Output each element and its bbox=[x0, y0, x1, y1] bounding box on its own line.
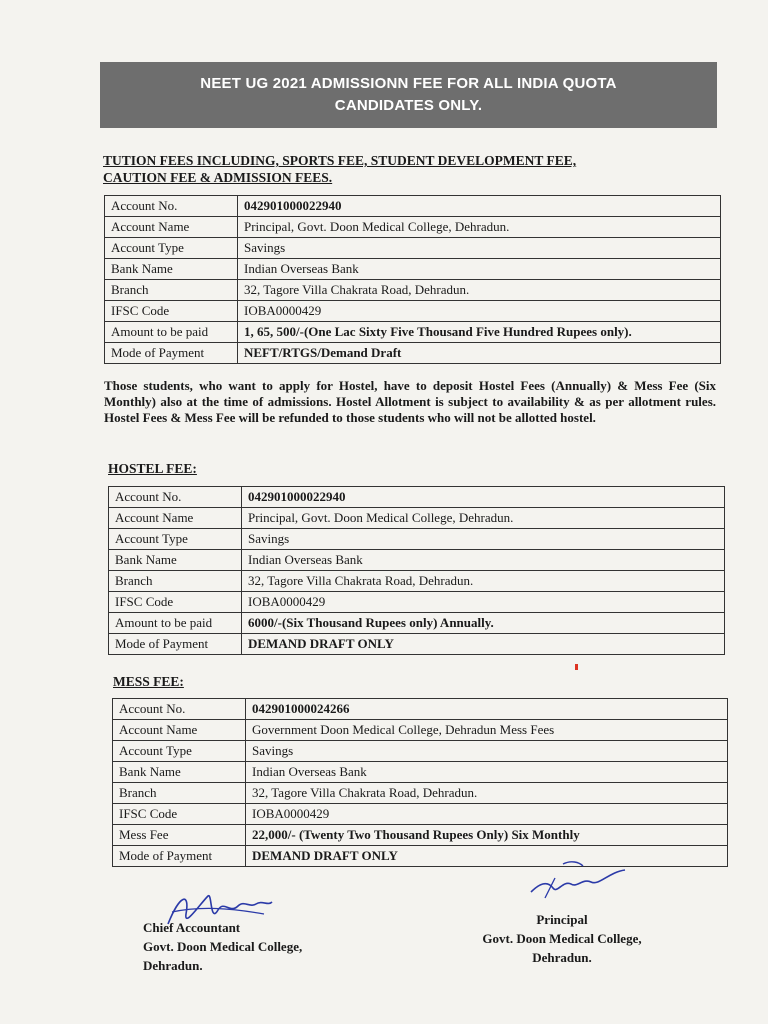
row-label: Amount to be paid bbox=[105, 322, 238, 343]
table-row bbox=[113, 783, 728, 804]
banner-line-2: CANDIDATES ONLY. bbox=[334, 97, 483, 114]
table-row bbox=[109, 634, 725, 655]
row-label: Amount to be paid bbox=[109, 613, 242, 634]
row-label: Account No. bbox=[105, 196, 238, 217]
mess-fee-table bbox=[112, 698, 728, 867]
table-row bbox=[105, 217, 721, 238]
table-row bbox=[109, 592, 725, 613]
row-label: Mode of Payment bbox=[113, 846, 246, 867]
table-row bbox=[113, 762, 728, 783]
row-value: Savings bbox=[238, 238, 721, 259]
row-label: Mode of Payment bbox=[109, 634, 242, 655]
principal-signature bbox=[525, 858, 635, 908]
table-row bbox=[105, 196, 721, 217]
hostel-fee-table bbox=[108, 486, 725, 655]
table-row bbox=[105, 280, 721, 301]
row-label: Account Name bbox=[105, 217, 238, 238]
row-label: Account Type bbox=[109, 529, 242, 550]
table-row bbox=[113, 804, 728, 825]
table-row bbox=[109, 529, 725, 550]
table-row bbox=[113, 825, 728, 846]
principal-college: Govt. Doon Medical College, bbox=[482, 931, 642, 946]
title-banner bbox=[100, 62, 717, 128]
principal-city: Dehradun. bbox=[532, 950, 592, 965]
row-value: Principal, Govt. Doon Medical College, Dehradun. bbox=[238, 217, 721, 238]
row-value: Savings bbox=[242, 529, 725, 550]
row-value: 042901000022940 bbox=[242, 487, 725, 508]
row-value: Indian Overseas Bank bbox=[246, 762, 728, 783]
table-row bbox=[113, 720, 728, 741]
row-label: Branch bbox=[105, 280, 238, 301]
table-row bbox=[105, 343, 721, 364]
row-value: 32, Tagore Villa Chakrata Road, Dehradun. bbox=[246, 783, 728, 804]
row-value: Principal, Govt. Doon Medical College, Dehradun. bbox=[242, 508, 725, 529]
row-value: 32, Tagore Villa Chakrata Road, Dehradun. bbox=[242, 571, 725, 592]
table-row bbox=[109, 508, 725, 529]
row-label: Mess Fee bbox=[113, 825, 246, 846]
table-row bbox=[105, 238, 721, 259]
mess-heading: MESS FEE: bbox=[113, 674, 184, 689]
row-label: Bank Name bbox=[105, 259, 238, 280]
hostel-notice-paragraph: Those students, who want to apply for Hostel, have to deposit Hostel Fees (Annually) & Mess Fee (Six Monthly) also at the time of admissions. Hostel Allotment is subject to availability & as per allotment rules. Hostel Fees & Mess Fee will be refunded to those students who will not be allotted hostel. bbox=[104, 378, 716, 425]
row-label: IFSC Code bbox=[105, 301, 238, 322]
chief-accountant-title: Chief Accountant bbox=[143, 920, 241, 935]
table-row bbox=[105, 322, 721, 343]
table-row bbox=[109, 613, 725, 634]
chief-accountant-block bbox=[143, 918, 302, 975]
row-label: Mode of Payment bbox=[105, 343, 238, 364]
row-label: Branch bbox=[113, 783, 246, 804]
tuition-heading-line-1: TUTION FEES INCLUDING, SPORTS FEE, STUDENT DEVELOPMENT FEE, bbox=[103, 153, 577, 168]
row-value: 22,000/- (Twenty Two Thousand Rupees Only) Six Monthly bbox=[246, 825, 728, 846]
row-label: Account No. bbox=[113, 699, 246, 720]
row-value: 32, Tagore Villa Chakrata Road, Dehradun. bbox=[238, 280, 721, 301]
row-value: IOBA0000429 bbox=[242, 592, 725, 613]
row-value: Savings bbox=[246, 741, 728, 762]
tuition-heading-line-2: CAUTION FEE & ADMISSION FEES. bbox=[103, 170, 333, 185]
row-value: Indian Overseas Bank bbox=[242, 550, 725, 571]
table-row bbox=[105, 259, 721, 280]
tuition-heading bbox=[103, 152, 576, 186]
row-value: IOBA0000429 bbox=[238, 301, 721, 322]
row-label: Bank Name bbox=[109, 550, 242, 571]
row-value: 6000/-(Six Thousand Rupees only) Annually. bbox=[242, 613, 725, 634]
red-ink-mark bbox=[575, 664, 578, 670]
row-value: 042901000024266 bbox=[246, 699, 728, 720]
table-row bbox=[113, 699, 728, 720]
row-label: Account Name bbox=[109, 508, 242, 529]
banner-line-1: NEET UG 2021 ADMISSIONN FEE FOR ALL INDIA QUOTA bbox=[200, 75, 617, 92]
tuition-fee-table bbox=[104, 195, 721, 364]
row-label: IFSC Code bbox=[109, 592, 242, 613]
row-value: Government Doon Medical College, Dehradun Mess Fees bbox=[246, 720, 728, 741]
table-row bbox=[113, 741, 728, 762]
row-label: IFSC Code bbox=[113, 804, 246, 825]
row-value: 042901000022940 bbox=[238, 196, 721, 217]
principal-block bbox=[462, 910, 662, 967]
row-label: Branch bbox=[109, 571, 242, 592]
row-value: Indian Overseas Bank bbox=[238, 259, 721, 280]
row-value: NEFT/RTGS/Demand Draft bbox=[238, 343, 721, 364]
row-label: Account Name bbox=[113, 720, 246, 741]
row-label: Account Type bbox=[113, 741, 246, 762]
row-label: Account Type bbox=[105, 238, 238, 259]
row-value: 1, 65, 500/-(One Lac Sixty Five Thousand Five Hundred Rupees only). bbox=[238, 322, 721, 343]
table-row bbox=[105, 301, 721, 322]
row-value: IOBA0000429 bbox=[246, 804, 728, 825]
table-row bbox=[109, 487, 725, 508]
chief-accountant-college: Govt. Doon Medical College, bbox=[143, 939, 303, 954]
hostel-heading: HOSTEL FEE: bbox=[108, 461, 197, 476]
table-row bbox=[109, 550, 725, 571]
table-row bbox=[109, 571, 725, 592]
principal-title: Principal bbox=[536, 912, 588, 927]
table-row bbox=[113, 846, 728, 867]
row-value: DEMAND DRAFT ONLY bbox=[246, 846, 728, 867]
row-value: DEMAND DRAFT ONLY bbox=[242, 634, 725, 655]
chief-accountant-city: Dehradun. bbox=[143, 958, 203, 973]
row-label: Account No. bbox=[109, 487, 242, 508]
row-label: Bank Name bbox=[113, 762, 246, 783]
